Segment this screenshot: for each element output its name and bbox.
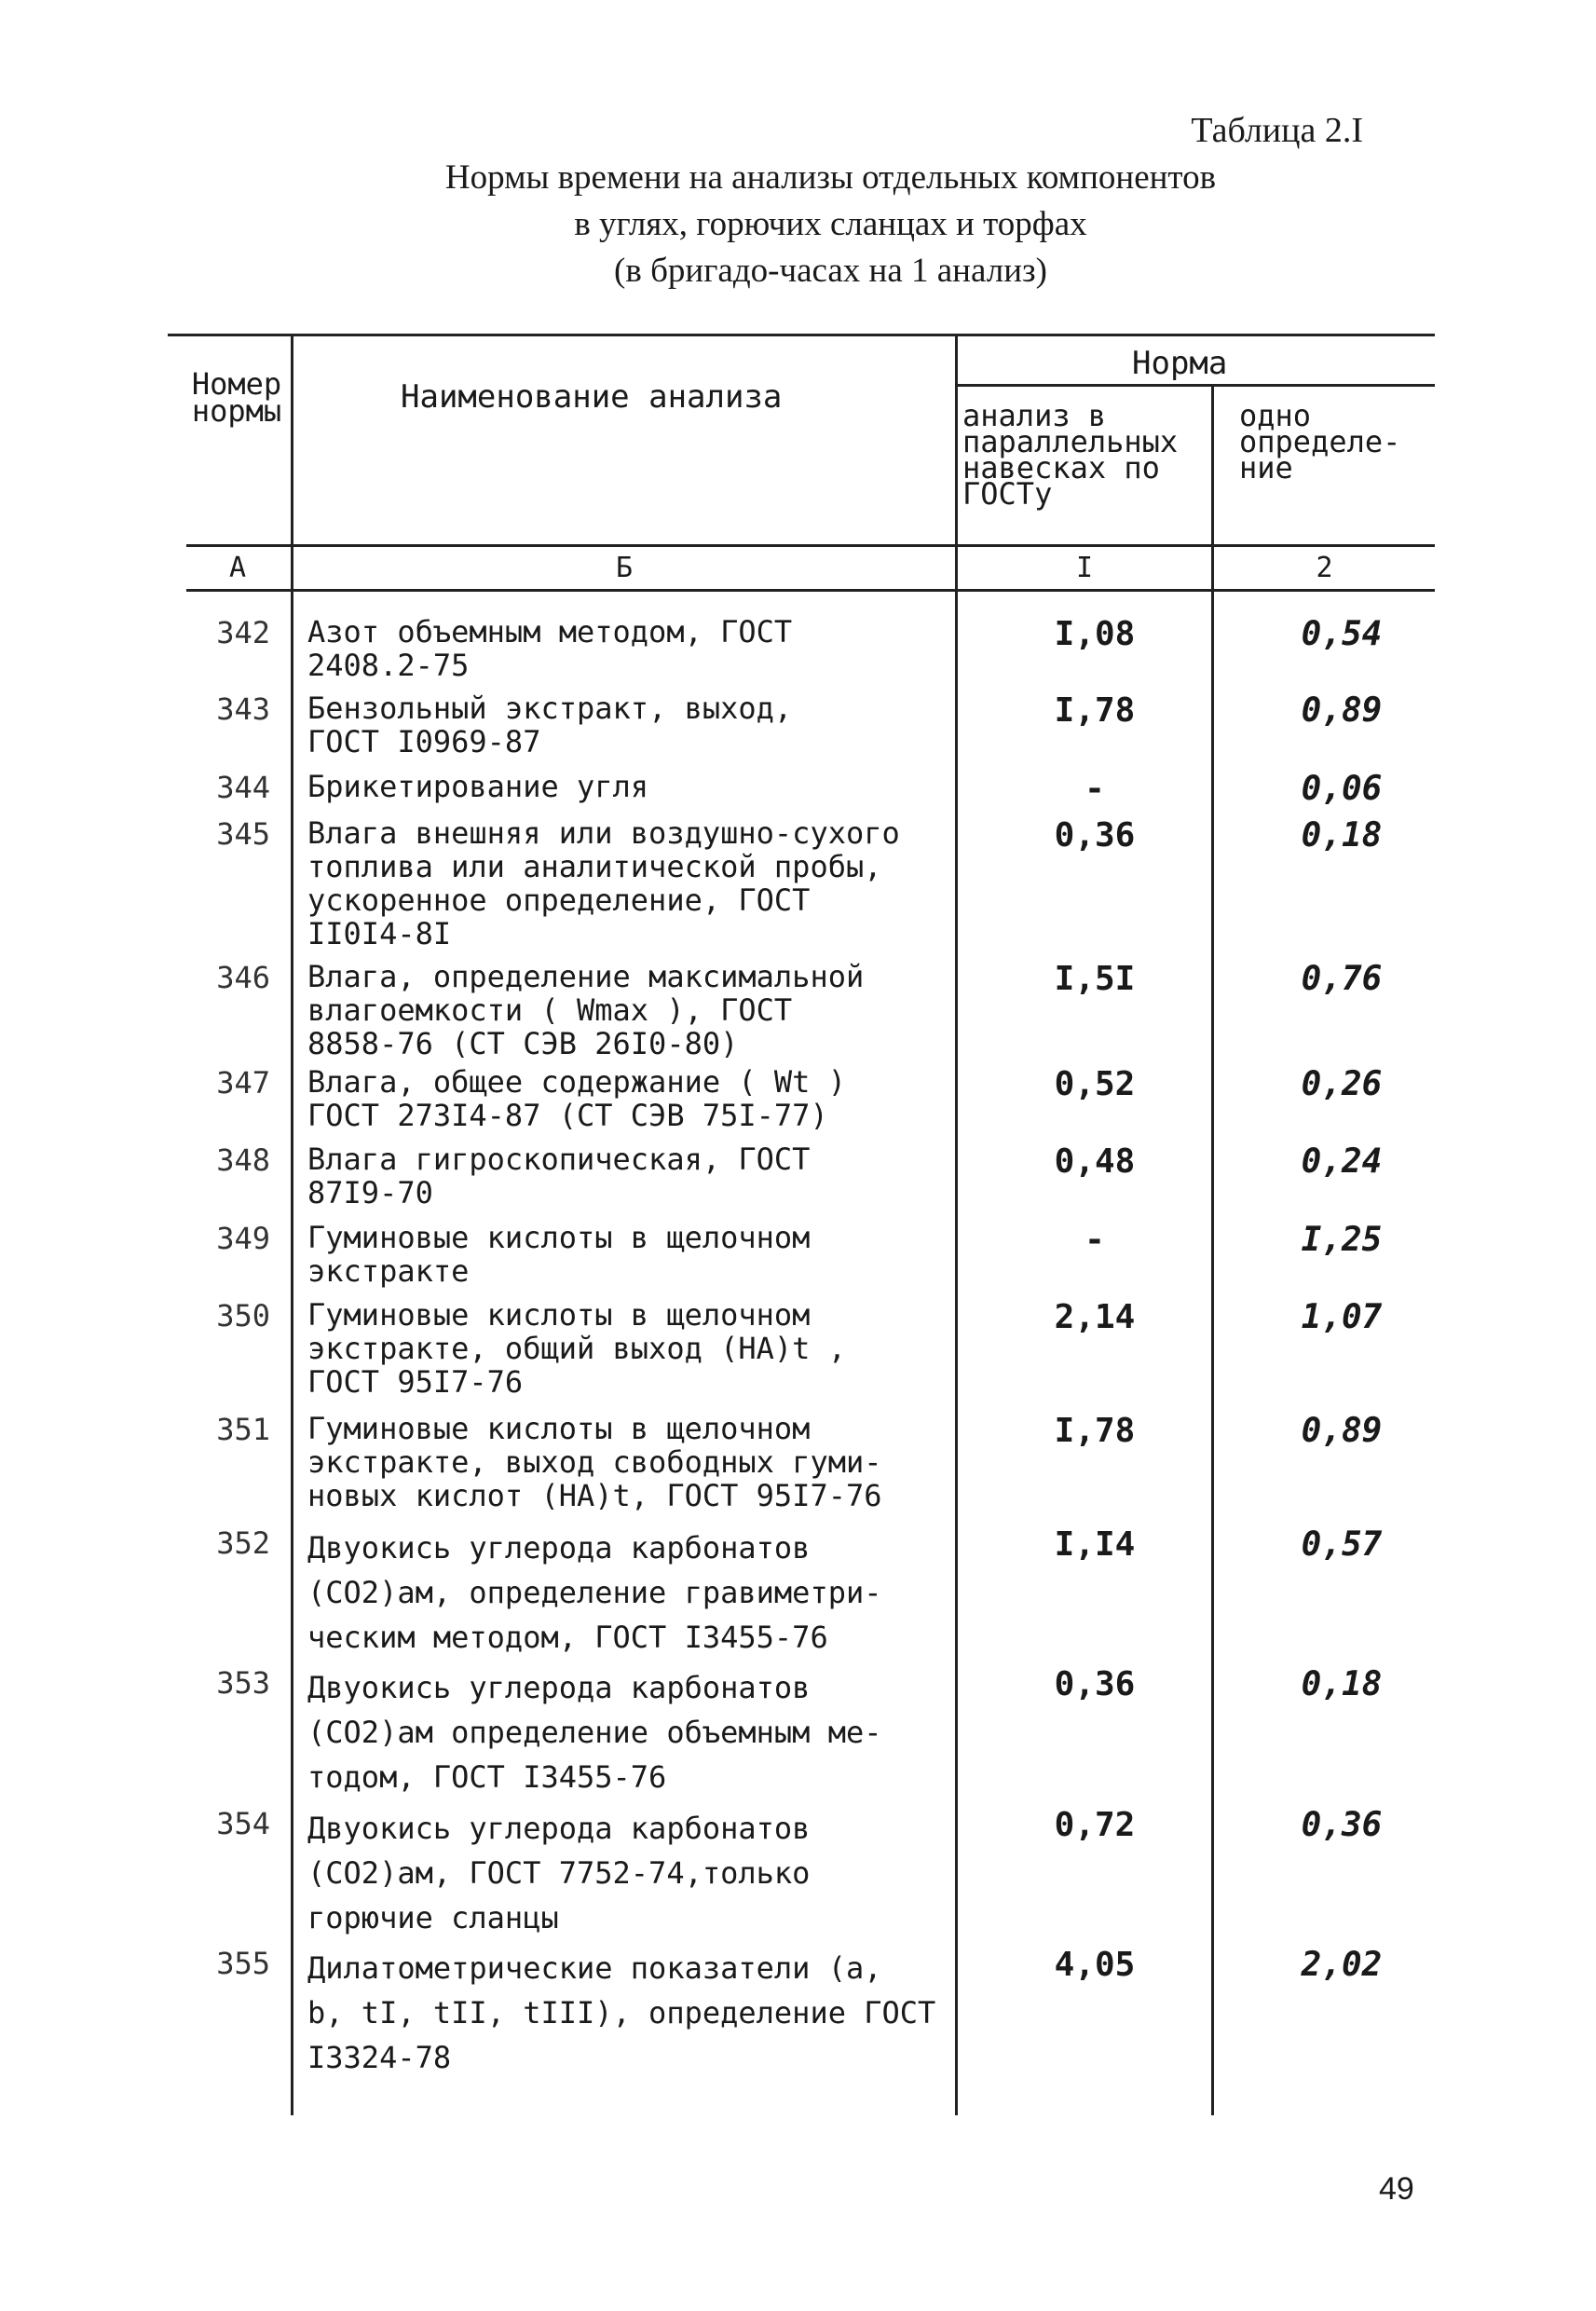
analysis-name-line: Азот объемным методом, ГОСТ xyxy=(307,614,793,650)
norm-header-rule xyxy=(955,384,1435,387)
header-bottom-rule xyxy=(186,544,1435,547)
col-label-2: 2 xyxy=(1316,552,1333,584)
analysis-name xyxy=(307,691,960,759)
analysis-name-line: (CO2)aм, ГОСТ 7752-74,только xyxy=(307,1855,811,1891)
norm-single-value: 0,24 xyxy=(1301,1142,1383,1181)
norm-parallel-value: 0,36 xyxy=(1054,816,1136,855)
norm-single-value: I,25 xyxy=(1301,1221,1383,1259)
analysis-name-line: (CO2)aм, определение гравиметри- xyxy=(307,1575,882,1610)
norm-number: 342 xyxy=(216,615,270,650)
norm-parallel-value: I,5I xyxy=(1054,960,1136,998)
analysis-name-line: Гуминовые кислоты в щелочном xyxy=(307,1411,811,1446)
header-norm: Норма xyxy=(1132,345,1228,382)
analysis-name-line: экстракте xyxy=(307,1253,470,1289)
analysis-name-line: Влага внешняя или воздушно-сухого xyxy=(307,815,900,851)
analysis-name xyxy=(307,1221,960,1288)
col-divider-1 xyxy=(291,335,293,2115)
analysis-name-line: ГОСТ I0969-87 xyxy=(307,724,541,759)
header-col2 xyxy=(1239,398,1401,485)
analysis-name-line: Двуокись углерода карбонатов xyxy=(307,1811,811,1846)
analysis-name-line: Гуминовые кислоты в щелочном xyxy=(307,1220,811,1255)
header-col1 xyxy=(962,398,1179,512)
norm-parallel-value: 0,48 xyxy=(1054,1142,1136,1181)
analysis-name xyxy=(307,816,960,950)
analysis-name-line: Влага, общее содержание ( Wt ) xyxy=(307,1064,846,1100)
norm-single-value: 0,06 xyxy=(1301,770,1383,808)
analysis-name-line: (CO2)aм определение объемным ме- xyxy=(307,1715,882,1750)
norm-single-value: 0,26 xyxy=(1301,1065,1383,1103)
title-line: Нормы времени на анализы отдельных компонентов xyxy=(444,158,1217,197)
header-col2-line: определе- xyxy=(1239,424,1401,459)
norm-single-value: 0,18 xyxy=(1301,816,1383,855)
analysis-name-line: 87I9-70 xyxy=(307,1175,433,1210)
analysis-name-line: Двуокись углерода карбонатов xyxy=(307,1670,811,1705)
analysis-name-line: тодом, ГОСТ I3455-76 xyxy=(307,1759,667,1795)
norm-single-value: 0,18 xyxy=(1301,1665,1383,1703)
norm-parallel-value: I,78 xyxy=(1054,1412,1136,1450)
header-name: Наименование анализа xyxy=(401,378,783,416)
norm-single-value: 0,57 xyxy=(1301,1525,1383,1564)
norm-parallel-value: 0,36 xyxy=(1054,1665,1136,1703)
norm-single-value: 0,89 xyxy=(1301,691,1383,730)
norm-parallel-value: 0,52 xyxy=(1054,1065,1136,1103)
analysis-name xyxy=(307,1946,960,2080)
analysis-name-line: Брикетирование угля xyxy=(307,769,649,804)
norm-number: 346 xyxy=(216,960,270,995)
norm-number: 344 xyxy=(216,770,270,805)
header-number-line: нормы xyxy=(191,393,282,429)
norm-number: 343 xyxy=(216,691,270,727)
norm-number: 354 xyxy=(216,1806,270,1841)
analysis-name-line: экстракте, общий выход (HA)t , xyxy=(307,1331,846,1366)
analysis-name xyxy=(307,1298,960,1399)
norm-single-value: 2,02 xyxy=(1301,1946,1383,1984)
header-col2-line: одно xyxy=(1239,398,1312,433)
norm-number: 350 xyxy=(216,1298,270,1333)
header-col1-line: навесках по xyxy=(962,450,1160,485)
title-line: в углях, горючих сланцах и торфах xyxy=(574,205,1087,243)
norm-parallel-value: I,78 xyxy=(1054,691,1136,730)
analysis-name-line: Двуокись углерода карбонатов xyxy=(307,1530,811,1566)
analysis-name-line: II0I4-8I xyxy=(307,916,452,951)
analysis-name xyxy=(307,1525,960,1660)
analysis-name-line: Дилатометрические показатели (a, xyxy=(307,1950,882,1986)
norm-number: 353 xyxy=(216,1665,270,1701)
analysis-name-line: ГОСТ 95I7-76 xyxy=(307,1364,524,1400)
analysis-name-line: горючие сланцы xyxy=(307,1900,559,1935)
norm-single-value: 0,76 xyxy=(1301,960,1383,998)
norm-number: 347 xyxy=(216,1065,270,1101)
norm-parallel-value: I,I4 xyxy=(1054,1525,1136,1564)
column-labels-rule xyxy=(186,589,1435,592)
norm-parallel-value: I,08 xyxy=(1054,615,1136,653)
analysis-name-line: ГОСТ 273I4-87 (СТ СЭВ 75I-77) xyxy=(307,1098,828,1133)
norm-number: 352 xyxy=(216,1525,270,1561)
norm-single-value: 1,07 xyxy=(1301,1298,1383,1336)
analysis-name-line: ческим методом, ГОСТ I3455-76 xyxy=(307,1620,828,1655)
col-label-1: I xyxy=(1075,552,1094,584)
norm-parallel-value: 0,72 xyxy=(1054,1806,1136,1844)
analysis-name-line: b, tI, tII, tIII), определение ГОСТ xyxy=(307,1995,936,2031)
analysis-name-line: новых кислот (HA)t, ГОСТ 95I7-76 xyxy=(307,1478,882,1513)
col-label-b: Б xyxy=(615,552,634,584)
header-col1-line: анализ в xyxy=(962,398,1107,433)
analysis-name-line: топлива или аналитической пробы, xyxy=(307,849,882,884)
analysis-name xyxy=(307,1806,960,1940)
table-label: Таблица 2.I xyxy=(1191,111,1363,150)
table-top-rule xyxy=(168,334,1435,336)
header-col1-line: ГОСТу xyxy=(962,476,1053,512)
analysis-name xyxy=(307,1412,960,1512)
analysis-name-line: Бензольный экстракт, выход, xyxy=(307,691,793,726)
norm-number: 351 xyxy=(216,1412,270,1447)
analysis-name-line: Влага гигроскопическая, ГОСТ xyxy=(307,1142,811,1177)
header-number-line: Номер xyxy=(191,366,282,402)
norm-number: 345 xyxy=(216,816,270,852)
norm-parallel-value: 2,14 xyxy=(1054,1298,1136,1336)
norm-number: 349 xyxy=(216,1221,270,1256)
analysis-name-line: I3324-78 xyxy=(307,2040,452,2075)
analysis-name xyxy=(307,615,960,682)
analysis-name xyxy=(307,1142,960,1210)
norm-parallel-value: - xyxy=(1084,1221,1105,1259)
analysis-name-line: влагоемкости ( Wmax ), ГОСТ xyxy=(307,992,793,1028)
norm-parallel-value: 4,05 xyxy=(1054,1946,1136,1984)
page-number: 49 xyxy=(1379,2171,1414,2207)
analysis-name-line: экстракте, выход свободных гуми- xyxy=(307,1444,882,1480)
norm-number: 355 xyxy=(216,1946,270,1981)
analysis-name xyxy=(307,1665,960,1799)
header-number xyxy=(183,366,291,429)
analysis-name-line: ускоренное определение, ГОСТ xyxy=(307,882,811,918)
norm-number: 348 xyxy=(216,1142,270,1178)
norm-single-value: 0,36 xyxy=(1301,1806,1383,1844)
analysis-name-line: 2408.2-75 xyxy=(307,648,470,683)
title-line: (в бригадо-часах на 1 анализ) xyxy=(614,252,1047,290)
analysis-name xyxy=(307,960,960,1060)
norm-single-value: 0,89 xyxy=(1301,1412,1383,1450)
analysis-name xyxy=(307,1065,960,1132)
header-col2-line: ние xyxy=(1239,450,1293,485)
norm-parallel-value: - xyxy=(1084,770,1105,808)
analysis-name-line: 8858-76 (СТ СЭВ 26I0-80) xyxy=(307,1026,739,1061)
norm-single-value: 0,54 xyxy=(1301,615,1383,653)
analysis-name-line: Гуминовые кислоты в щелочном xyxy=(307,1297,811,1333)
header-col1-line: параллельных xyxy=(962,424,1179,459)
analysis-name-line: Влага, определение максимальной xyxy=(307,959,865,994)
col-label-a: А xyxy=(228,552,247,584)
analysis-name xyxy=(307,770,960,803)
table-title xyxy=(0,155,1596,294)
